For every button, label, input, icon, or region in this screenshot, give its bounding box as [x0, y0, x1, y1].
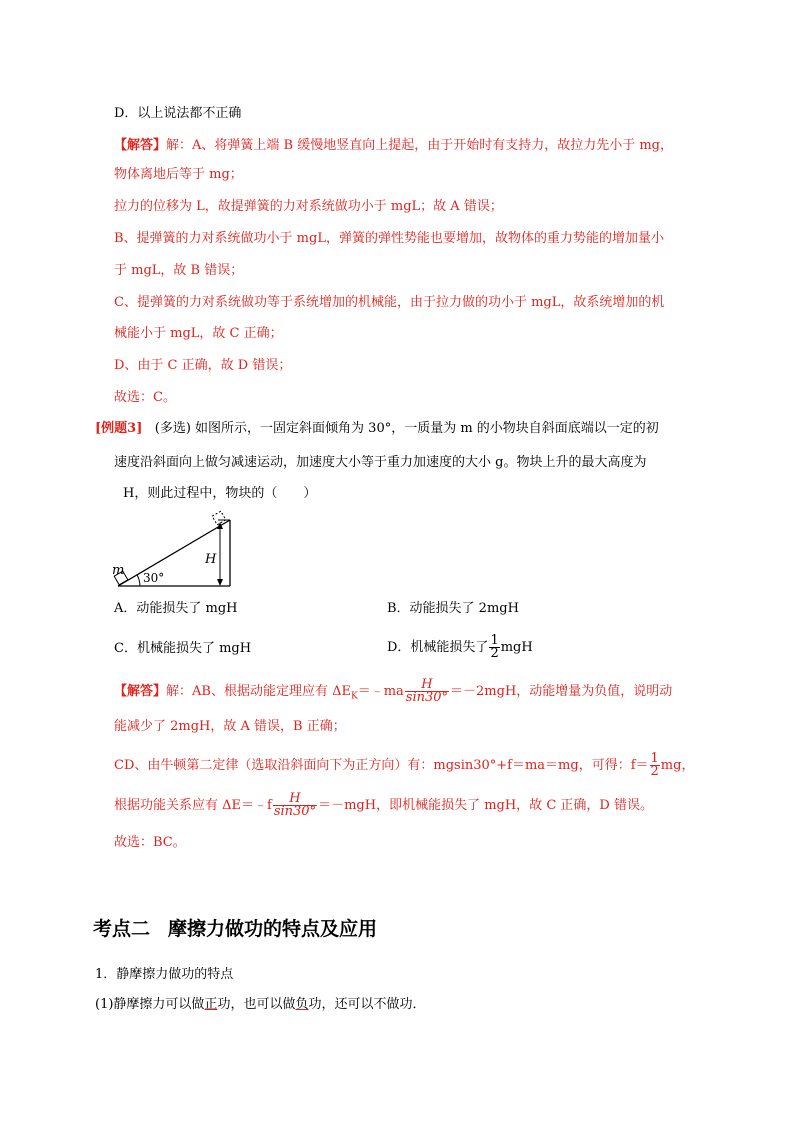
- ex3-answer-line-3: CD、由牛顿第二定律（选取沿斜面向下为正方向）有：mgsin30°+f＝ma＝mg，可得：f＝ $\frac{1}{2}$ mg，: [114, 751, 695, 779]
- answer-line-7: 械能小于 mgL，故 C 正确；: [114, 326, 283, 341]
- answer-line-6: C、提弹簧的力对系统做功等于系统增加的机械能，由于拉力做的功小于 mgL，故系统增加的机: [114, 295, 665, 310]
- option-b: B．动能损失了 2mgH: [387, 601, 519, 616]
- section-title: 考点二 摩擦力做功的特点及应用: [93, 918, 378, 940]
- ex3-answer-line-2: 能减少了 2mgH，故 A 错误，B 正确；: [114, 719, 346, 734]
- example-tag: [例题3]: [95, 421, 143, 436]
- ex3-answer-line-1: 【解答】解：AB、根据动能定理应有 $\Delta E_K=﹣ma$ $\frac{H}{\sin 30^\circ}$ ＝－2mgH，动能增量为负值，说明动: [114, 677, 673, 705]
- height-arrow-head-bottom: [217, 579, 223, 586]
- option-d: D．机械能损失了 $\frac{1}{2}$ mgH: [387, 633, 533, 661]
- ex3-fraction-2: $\frac{1}{2}$: [650, 751, 659, 779]
- ex3-fraction-1: $\frac{H}{\sin 30^\circ}$: [405, 677, 449, 705]
- ex3-answer-line-5: 故选：BC。: [114, 835, 186, 850]
- keyword-positive: 正: [204, 997, 218, 1012]
- example3-line-2: 速度沿斜面向上做匀减速运动，加速度大小等于重力加速度的大小 g。物块上升的最大高度为: [114, 455, 647, 470]
- option-c: C．机械能损失了 mgH: [114, 641, 252, 656]
- angle-label: 30°: [143, 571, 165, 585]
- height-label: H: [205, 552, 217, 567]
- mass-label: m: [112, 563, 125, 578]
- answer-tag: 【解答】: [114, 138, 167, 153]
- height-arrow-head-top: [217, 522, 223, 529]
- option-d-fraction: $\frac{1}{2}$: [490, 633, 499, 661]
- option-a: A．动能损失了 mgH: [114, 601, 238, 616]
- section-item-2: (1)静摩擦力可以做正功，也可以做负功，还可以不做功．: [95, 997, 426, 1012]
- example3-line-3: H，则此过程中，物块的（ ）: [123, 486, 317, 501]
- section-item-1: 1．静摩擦力做功的特点: [95, 967, 234, 982]
- answer-line-5: 于 mgL，故 B 错误；: [114, 263, 244, 278]
- answer-line-2: 物体离地后等于 mg；: [114, 167, 243, 182]
- answer-line-1: 【解答】解：A、将弹簧上端 B 缓慢地竖直向上提起，由于开始时有支持力，故拉力先小于 mg，: [114, 138, 674, 153]
- ex3-answer-tag: 【解答】: [114, 684, 167, 699]
- ex3-fraction-3: $\frac{H}{\sin 30^\circ}$: [273, 791, 317, 819]
- example3-line-1: [例题3] (多选) 如图所示，一固定斜面倾角为 30°，一质量为 m 的小物块自斜面底端以一定的初: [95, 421, 659, 436]
- answer-line-3: 拉力的位移为 L，故提弹簧的力对系统做功小于 mgL；故 A 错误；: [114, 199, 503, 214]
- incline-figure: [110, 508, 240, 590]
- answer-line-4: B、提弹簧的力对系统做功小于 mgL，弹簧的弹性势能也要增加，故物体的重力势能的增加量小: [114, 231, 664, 246]
- block-top-dashed: [212, 511, 226, 525]
- ex3-answer-line-4: 根据功能关系应有 ΔE＝﹣f $\frac{H}{\sin 30^\circ}$ ＝－mgH，即机械能损失了 mgH，故 C 正确，D 错误。: [114, 791, 653, 819]
- angle-arc: [137, 575, 140, 586]
- option-d-prev: D．以上说法都不正确: [114, 106, 242, 121]
- answer-line-8: D、由于 C 正确，故 D 错误；: [114, 358, 292, 373]
- answer-line-9: 故选：C。: [114, 390, 176, 405]
- keyword-negative: 负: [295, 997, 309, 1012]
